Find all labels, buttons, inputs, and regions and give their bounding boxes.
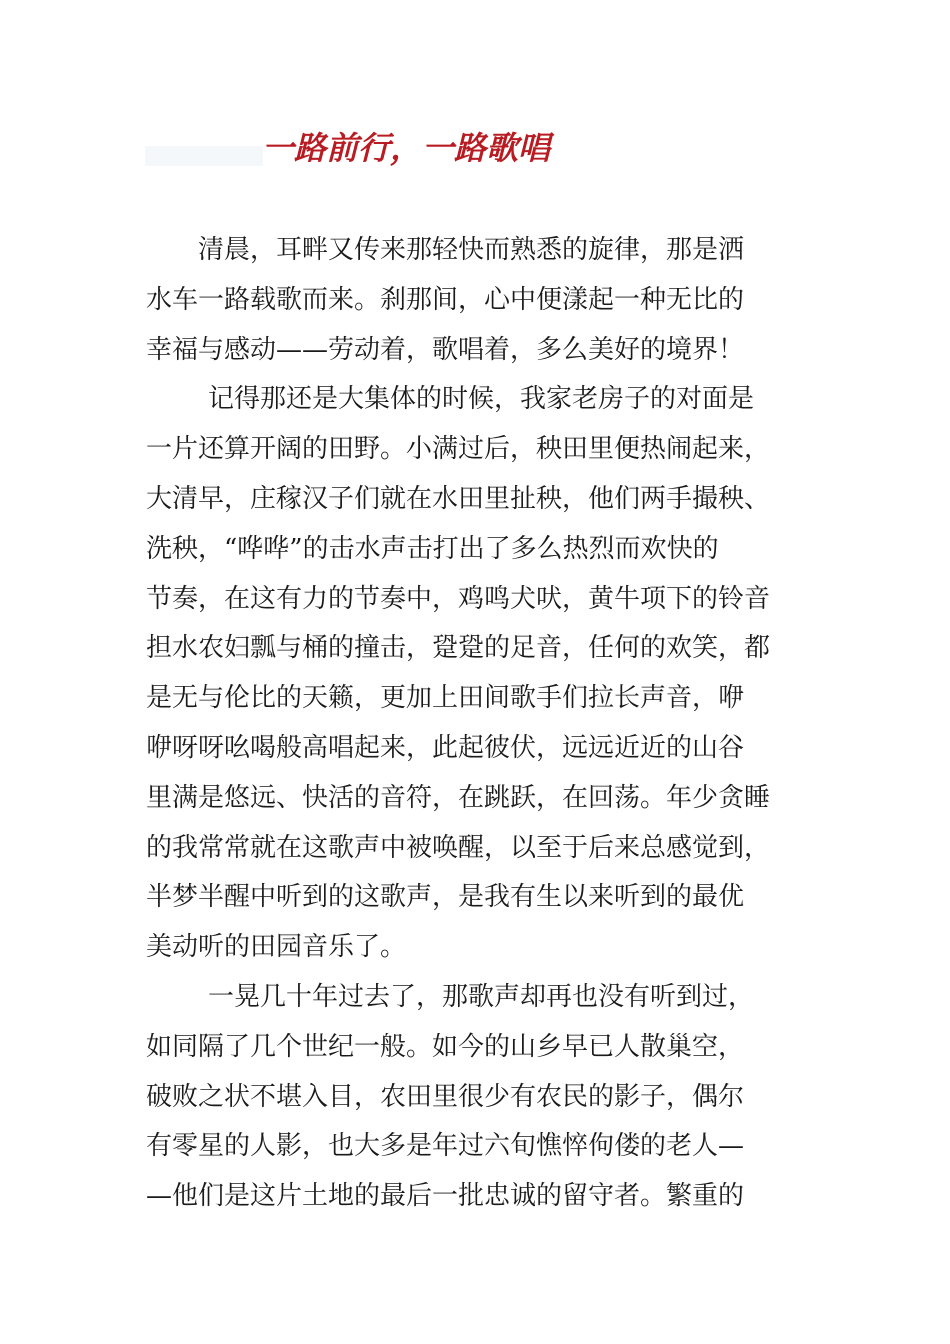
paragraph-line: 是无与伦比的天籁，更加上田间歌手们拉长声音，咿 bbox=[146, 683, 745, 714]
paragraph-line: 清晨，耳畔又传来那轻快而熟悉的旋律，那是洒 bbox=[198, 235, 745, 265]
paragraph-line: 记得那还是大集体的时候，我家老房子的对面是 bbox=[208, 384, 755, 415]
paragraph-line: 咿呀呀吆喝般高唱起来，此起彼伏，远远近近的山谷 bbox=[146, 732, 745, 763]
paragraph-line: 水车一路载歌而来。刹那间，心中便漾起一种无比的 bbox=[146, 284, 745, 315]
paragraph-line: —他们是这片土地的最后一批忠诚的留守者。繁重的 bbox=[146, 1181, 745, 1212]
paragraph-line: 有零星的人影，也大多是年过六旬憔悴佝偻的老人— bbox=[146, 1131, 745, 1162]
paragraph-line: 一晃几十年过去了，那歌声却再也没有听到过， bbox=[208, 981, 755, 1012]
paragraph-line: 里满是悠远、快活的音符，在跳跃，在回荡。年少贪睡 bbox=[146, 782, 771, 813]
document-body bbox=[146, 226, 826, 1222]
paragraph-line: 幸福与感动——劳动着，歌唱着，多么美好的境界！ bbox=[146, 334, 745, 365]
paragraph-line: 洗秧，“哗哗”的击水声击打出了多么热烈而欢快的 bbox=[146, 533, 719, 564]
paragraph-line: 半梦半醒中听到的这歌声，是我有生以来听到的最优 bbox=[146, 882, 745, 913]
paragraph-line: 的我常常就在这歌声中被唤醒，以至于后来总感觉到， bbox=[146, 832, 771, 863]
paragraph-line: 如同隔了几个世纪一般。如今的山乡早已人散巢空， bbox=[146, 1031, 745, 1062]
title-highlight-band bbox=[145, 146, 263, 166]
paragraph-line: 一片还算开阔的田野。小满过后，秧田里便热闹起来， bbox=[146, 434, 771, 465]
paragraph-line: 担水农妇瓢与桶的撞击，跫跫的足音，任何的欢笑，都 bbox=[146, 633, 771, 664]
paragraph-line: 大清早，庄稼汉子们就在水田里扯秧，他们两手撮秧、 bbox=[146, 483, 771, 514]
paragraph-line: 破败之状不堪入目，农田里很少有农民的影子，偶尔 bbox=[146, 1081, 745, 1112]
paragraph-line: 美动听的田园音乐了。 bbox=[146, 932, 407, 963]
document-title: 一路前行，一路歌唱 bbox=[262, 129, 551, 167]
paragraph-line: 节奏，在这有力的节奏中，鸡鸣犬吠，黄牛项下的铃音 bbox=[146, 583, 771, 614]
